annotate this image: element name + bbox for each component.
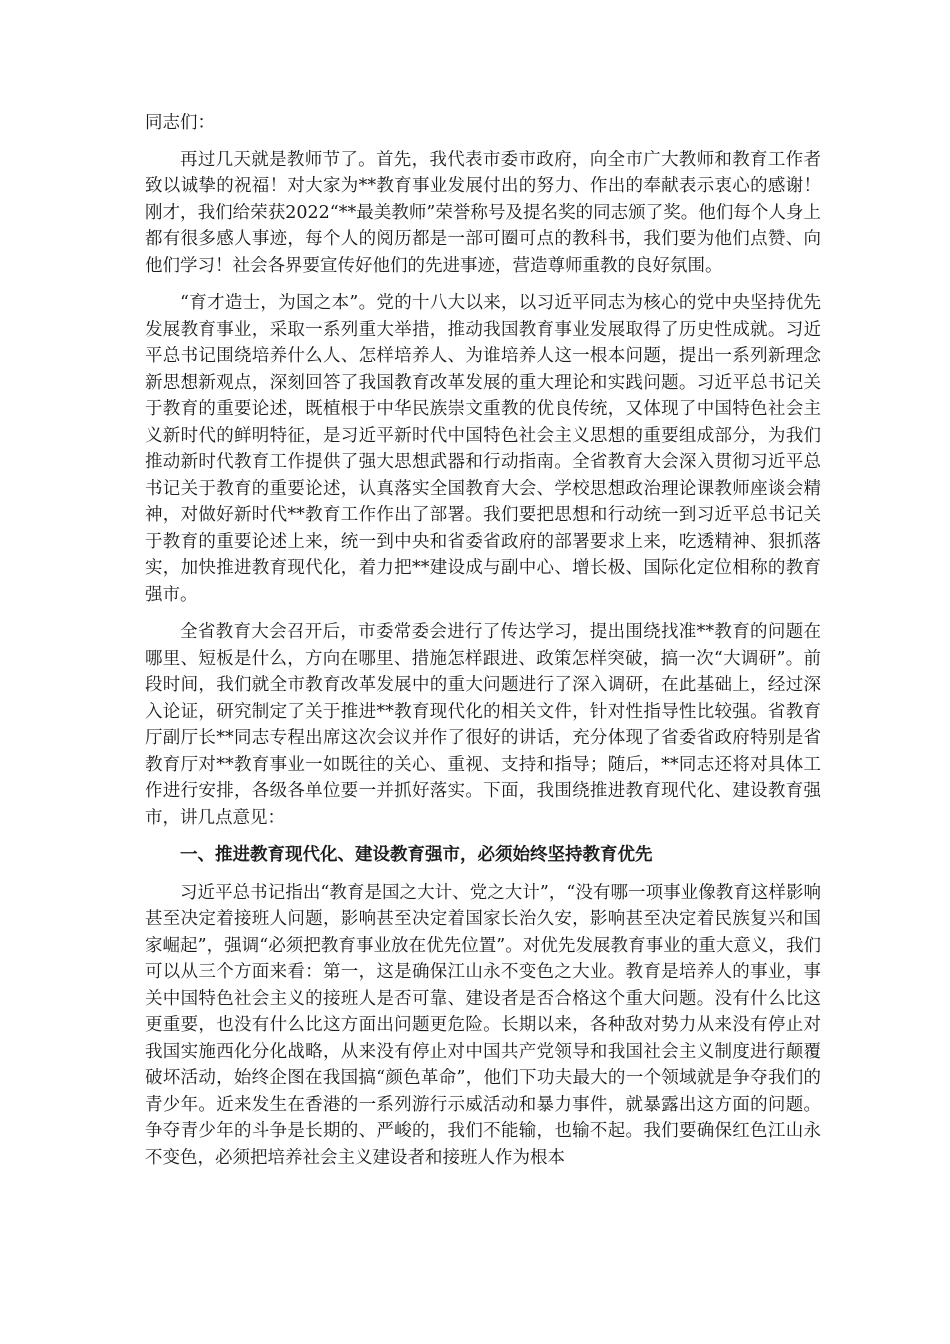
document-page	[145, 110, 821, 1182]
paragraph-4: 习近平总书记指出“教育是国之大计、党之大计”，“没有哪一项事业像教育这样影响甚至决定着接班人问题，影响甚至决定着国家长治久安，影响甚至决定着民族复兴和国家崛起”，强调“必须把教育事业放在优先位置”。对优先发展教育事业的重大意义，我们可以从三个方面来看：第一，这是确保江山永不变色之大业。教育是培养人的事业，事关中国特色社会主义的接班人是否可靠、建设者是否合格这个重大问题。没有什么比这更重要，也没有什么比这方面出问题更危险。长期以来，各种敌对势力从来没有停止对我国实施西化分化战略，从来没有停止对中国共产党领导和我国社会主义制度进行颠覆破坏活动，始终企图在我国搞“颜色革命”，他们下功夫最大的一个领域就是争夺我们的青少年。近来发生在香港的一系列游行示威活动和暴力事件，就暴露出这方面的问题。争夺青少年的斗争是长期的、严峻的，我们不能输，也输不起。我们要确保红色江山永不变色，必须把培养社会主义建设者和接班人作为根本	[145, 882, 821, 1168]
paragraph-2: “育才造士，为国之本”。党的十八大以来，以习近平同志为核心的党中央坚持优先发展教育事业，采取一系列重大举措，推动我国教育事业发展取得了历史性成就。习近平总书记围绕培养什么人、怎样培养人、为谁培养人这一根本问题，提出一系列新理念新思想新观点，深刻回答了我国教育改革发展的重大理论和实践问题。习近平总书记关于教育的重要论述，既植根于中华民族崇文重教的优良传统，又体现了中国特色社会主义新时代的鲜明特征，是习近平新时代中国特色社会主义思想的重要组成部分，为我们推动新时代教育工作提供了强大思想武器和行动指南。全省教育大会深入贯彻习近平总书记关于教育的重要论述，认真落实全国教育大会、学校思想政治理论课教师座谈会精神，对做好新时代**教育工作作出了部署。我们要把思想和行动统一到习近平总书记关于教育的重要论述上来，统一到中央和省委省政府的部署要求上来，吃透精神、狠抓落实，加快推进教育现代化，着力把**建设成与副中心、增长极、国际化定位相称的教育强市。	[145, 293, 821, 605]
salutation: 同志们：	[145, 113, 215, 133]
section-heading-1: 一、推进教育现代化、建设教育强市，必须始终坚持教育优先	[180, 845, 653, 865]
paragraph-3: 全省教育大会召开后，市委常委会进行了传达学习，提出围绕找准**教育的问题在哪里、短板是什么，方向在哪里、措施怎样跟进、政策怎样突破，搞一次“大调研”。前段时间，我们就全市教育改革发展中的重大问题进行了深入调研，在此基础上，经过深入论证，研究制定了关于推进**教育现代化的相关文件，针对性指导性比较强。省教育厅副厅长**同志专程出席这次会议并作了很好的讲话，充分体现了省委省政府特别是省教育厅对**教育事业一如既往的关心、重视、支持和指导；随后，**同志还将对具体工作进行安排，各级各单位要一并抓好落实。下面，我围绕推进教育现代化、建设教育强市，讲几点意见：	[145, 622, 821, 828]
paragraph-1: 再过几天就是教师节了。首先，我代表市委市政府，向全市广大教师和教育工作者致以诚挚的祝福！对大家为**教育事业发展付出的努力、作出的奉献表示衷心的感谢！刚才，我们给荣获2022“**最美教师”荣誉称号及提名奖的同志颁了奖。他们每个人身上都有很多感人事迹，每个人的阅历都是一部可圈可点的教科书，我们要为他们点赞、向他们学习！社会各界要宣传好他们的先进事迹，营造尊师重教的良好氛围。	[145, 149, 821, 276]
